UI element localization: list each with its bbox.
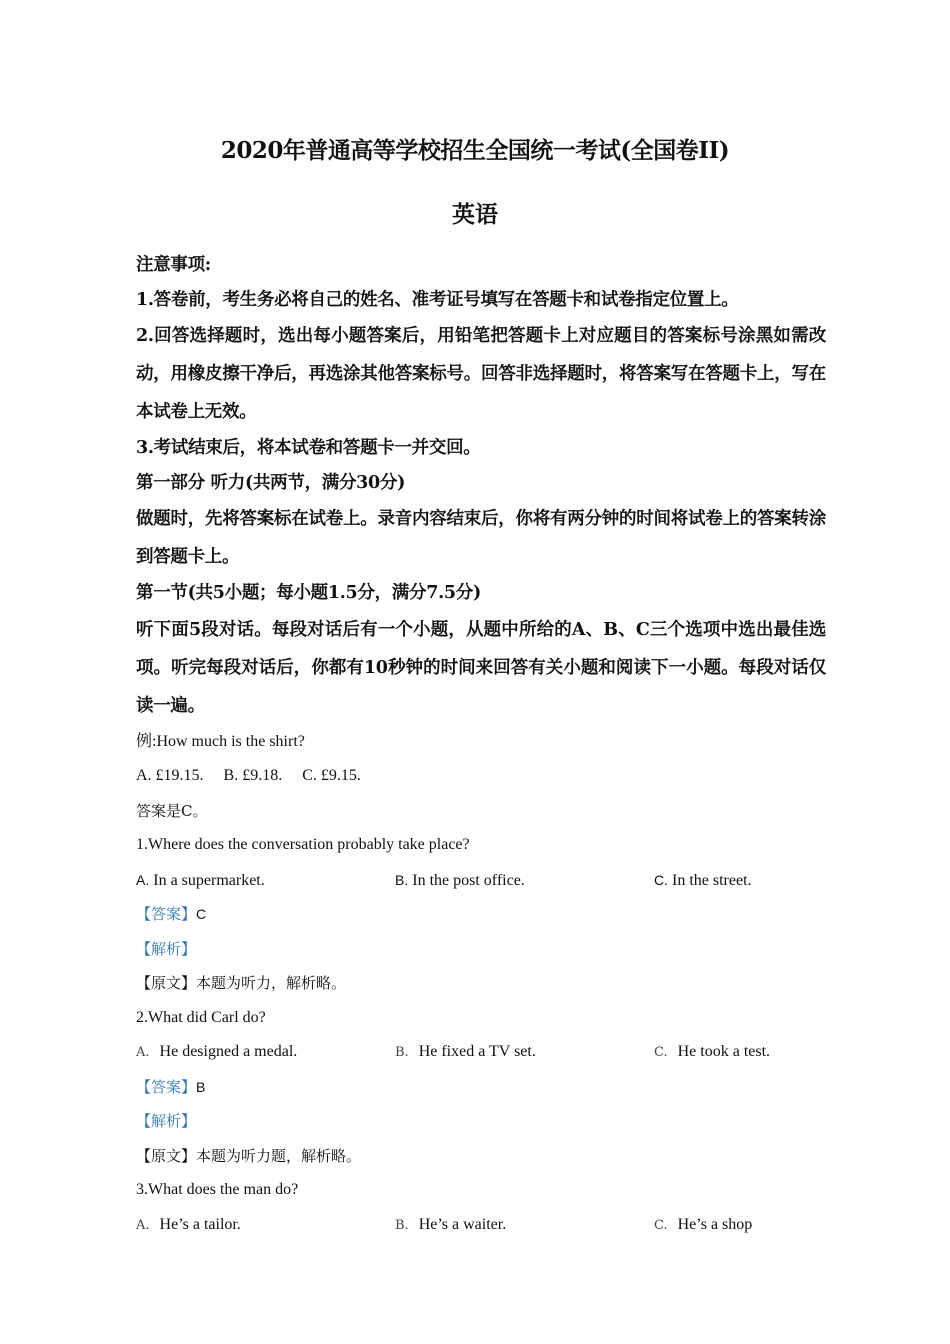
example-question: 例:How much is the shirt? bbox=[136, 732, 305, 750]
question-2-source bbox=[136, 1139, 826, 1174]
subject-title: 英语 bbox=[452, 201, 498, 228]
option-text: He’s a shop bbox=[677, 1215, 753, 1233]
part1-heading: 第一部分 听力(共两节，满分30分) bbox=[136, 472, 406, 493]
question-2-answer bbox=[136, 1070, 826, 1105]
notes-item-3: 3.考试结束后，将本试卷和答题卡一并交回。 bbox=[136, 438, 481, 458]
answer-tag: 【答案】 bbox=[136, 1077, 197, 1096]
answer-value: C bbox=[196, 906, 207, 922]
question-1-analysis bbox=[136, 932, 826, 967]
option-text: He designed a medal. bbox=[159, 1043, 298, 1060]
option-text: He fixed a TV set. bbox=[418, 1043, 536, 1060]
source-tag: 【原文】 bbox=[136, 1146, 197, 1165]
analysis-tag: 【解析】 bbox=[136, 939, 197, 958]
question-1-stem: 1.Where does the conversation probably take place? bbox=[136, 836, 470, 853]
question-3-options bbox=[136, 1208, 826, 1243]
question-1-source bbox=[136, 966, 826, 1001]
page-title: 2020年普通高等学校招生全国统一考试(全国卷II) bbox=[220, 137, 730, 164]
question-1-answer bbox=[136, 897, 826, 932]
section1-instruction: 听下面5段对话。每段对话后有一个小题，从题中所给的A、B、C三个选项中选出最佳选项。听完每段对话后，你都有10秒钟的时间来回答有关小题和阅读下一小题。每段对话仅读一遍。 bbox=[136, 619, 826, 716]
option-mark: A. bbox=[136, 1045, 150, 1060]
option-mark: B. bbox=[395, 871, 409, 888]
analysis-tag: 【解析】 bbox=[136, 1112, 197, 1130]
section1-heading: 第一节(共5小题；每小题1.5分，满分7.5分) bbox=[136, 583, 481, 603]
question-2-stem: 2.What did Carl do? bbox=[136, 1008, 266, 1026]
question-3-option-b[interactable] bbox=[395, 1208, 506, 1244]
option-mark: A. bbox=[136, 1217, 150, 1233]
notes-item-1: 1.答卷前，考生务必将自己的姓名、准考证号填写在答题卡和试卷指定位置上。 bbox=[136, 289, 739, 310]
question-1-option-c[interactable] bbox=[654, 863, 752, 899]
option-text: He’s a waiter. bbox=[418, 1215, 507, 1233]
option-text: He’s a tailor. bbox=[159, 1215, 241, 1233]
source-text: 本题为听力，解析略。 bbox=[196, 974, 347, 992]
option-mark: C. bbox=[654, 1045, 668, 1060]
part1-instruction: 做题时，先将答案标在试卷上。录音内容结束后，你将有两分钟的时间将试卷上的答案转涂到答题卡上。 bbox=[136, 509, 826, 567]
answer-tag: 【答案】 bbox=[136, 905, 197, 923]
question-3-stem: 3.What does the man do? bbox=[136, 1181, 299, 1198]
question-2-analysis bbox=[136, 1104, 826, 1139]
option-text: In the post office. bbox=[412, 871, 525, 889]
option-mark: B. bbox=[395, 1217, 409, 1233]
example-options: A. £19.15. B. £9.18. C. £9.15. bbox=[136, 767, 361, 784]
question-1-option-b[interactable] bbox=[395, 863, 525, 899]
question-3-option-a[interactable] bbox=[136, 1208, 241, 1244]
question-1-option-a[interactable] bbox=[136, 863, 265, 899]
option-mark: B. bbox=[395, 1045, 409, 1060]
source-tag: 【原文】 bbox=[136, 974, 197, 992]
question-2-options bbox=[136, 1035, 826, 1070]
exam-content bbox=[136, 248, 826, 1242]
question-3-option-c[interactable] bbox=[654, 1208, 752, 1244]
notes-heading: 注意事项: bbox=[136, 255, 211, 275]
option-mark: C. bbox=[654, 1217, 668, 1233]
question-2-option-c[interactable] bbox=[654, 1035, 770, 1071]
option-mark: C. bbox=[654, 871, 668, 888]
option-text: In the street. bbox=[672, 871, 752, 889]
answer-value: B bbox=[196, 1078, 206, 1095]
option-mark: A. bbox=[136, 871, 150, 888]
question-2-option-b[interactable] bbox=[395, 1035, 536, 1071]
option-text: In a supermarket. bbox=[153, 871, 265, 889]
example-answer: 答案是C。 bbox=[136, 801, 208, 820]
question-1-options bbox=[136, 863, 826, 898]
source-text: 本题为听力题，解析略。 bbox=[196, 1146, 362, 1165]
notes-item-2: 2.回答选择题时，选出每小题答案后，用铅笔把答题卡上对应题目的答案标号涂黑如需改动，用橡皮擦干净后，再选涂其他答案标号。回答非选择题时，将答案写在答题卡上，写在本试卷上无效。 bbox=[136, 326, 826, 422]
option-text: He took a test. bbox=[677, 1043, 771, 1060]
question-2-option-a[interactable] bbox=[136, 1035, 297, 1071]
